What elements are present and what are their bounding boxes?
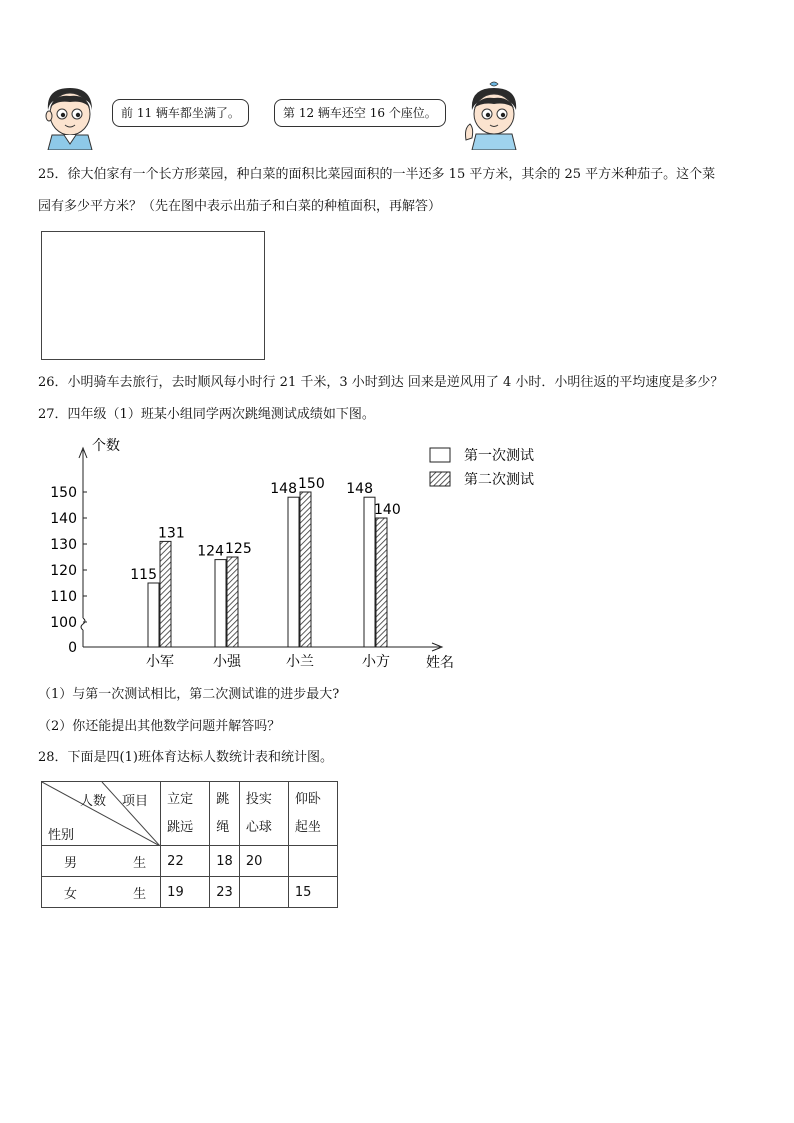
bar [160, 541, 171, 647]
question-26: 26．小明骑车去旅行，去时顺风每小时行 21 千米，3 小时到达 回来是逆风用了 4 小时．小明往返的平均速度是多少？ [38, 375, 724, 390]
row-label-boys [42, 846, 161, 877]
row-label-boys-a: 男 [64, 855, 78, 871]
row-label-girls-b: 生 [133, 886, 147, 902]
legend-swatch [430, 448, 450, 462]
bar [364, 497, 375, 647]
bar [227, 557, 238, 647]
y-tick-label: 130 [50, 537, 77, 553]
category-label: 小强 [213, 654, 241, 670]
col2-line2: 绳 [216, 819, 230, 835]
fitness-stat-table [41, 781, 338, 908]
bar-value-label: 150 [298, 476, 325, 492]
y-axis-label: 个数 [92, 438, 120, 454]
category-label: 小方 [362, 654, 390, 670]
row-label-girls-a: 女 [64, 886, 78, 902]
cell-girls-ball [239, 877, 288, 908]
row-label-girls [42, 877, 161, 908]
category-label: 小兰 [286, 654, 314, 670]
cell-boys-ball: 20 [239, 846, 288, 877]
question-25-line1: 25．徐大伯家有一个长方形菜园，种白菜的面积比菜园面积的一半还多 15 平方米，其余的 25 平方米种茄子。这个菜 [38, 167, 716, 182]
jump-rope-bar-chart [40, 432, 560, 672]
col2-line1: 跳 [216, 791, 230, 807]
y-tick-label: 110 [50, 589, 77, 605]
cell-boys-long-jump: 22 [161, 846, 210, 877]
speech-bubble-left: 前 11 辆车都坐满了。 [112, 99, 249, 127]
question-27-sub2: （2）你还能提出其他数学问题并解答吗？ [38, 719, 281, 734]
cell-girls-rope: 23 [210, 877, 240, 908]
bar [288, 497, 299, 647]
row-label-boys-b: 生 [133, 855, 147, 871]
table-row-girls [42, 877, 338, 908]
bar-value-label: 124 [197, 543, 224, 560]
bar [300, 492, 311, 647]
bar-value-label: 115 [130, 567, 157, 583]
boy-cartoon-left [40, 82, 102, 150]
question-28-title: 28．下面是四(1)班体育达标人数统计表和统计图。 [38, 750, 333, 765]
col1-line1: 立定 [167, 791, 194, 807]
bar [148, 583, 159, 647]
question-27-title: 27．四年级（1）班某小组同学两次跳绳测试成绩如下图。 [38, 407, 375, 422]
cell-boys-rope: 18 [210, 846, 240, 877]
y-tick-label: 0 [68, 640, 77, 656]
col1-line2: 跳远 [167, 819, 194, 835]
header-item: 项目 [122, 794, 149, 809]
bar-value-label: 148 [270, 481, 297, 498]
legend-label: 第二次测试 [464, 472, 534, 488]
speech-bubble-right: 第 12 辆车还空 16 个座位。 [274, 99, 446, 127]
col3-line2: 心球 [245, 819, 272, 835]
garden-drawing-box[interactable] [41, 231, 265, 360]
table-row-boys [42, 846, 338, 877]
bar [215, 560, 226, 647]
bar [376, 518, 387, 647]
y-tick-label: 150 [50, 485, 77, 501]
y-tick-label: 100 [50, 615, 77, 631]
question-25-line2: 园有多少平方米？（先在图中表示出茄子和白菜的种植面积，再解答） [38, 199, 442, 214]
legend-label: 第一次测试 [464, 448, 534, 464]
question-27-sub1: （1）与第一次测试相比，第二次测试谁的进步最大? [38, 687, 340, 702]
col4-line1: 仰卧 [294, 791, 321, 807]
diagonal-header-cell [42, 782, 161, 846]
col-sit-ups [288, 782, 337, 846]
girl-cartoon-right [462, 80, 524, 150]
bar-value-label: 125 [225, 541, 252, 557]
col-rope-skipping [210, 782, 240, 846]
legend-swatch [430, 472, 450, 486]
header-count: 人数 [80, 794, 107, 809]
x-axis-label: 姓名 [426, 655, 454, 671]
col-standing-long-jump [161, 782, 210, 846]
cell-girls-long-jump: 19 [161, 877, 210, 908]
y-axis-break [81, 618, 85, 630]
header-gender: 性别 [48, 828, 75, 843]
cell-boys-situps [288, 846, 337, 877]
bar-value-label: 148 [346, 481, 373, 498]
col4-line2: 起坐 [294, 819, 321, 835]
category-label: 小军 [146, 654, 174, 670]
cell-girls-situps: 15 [288, 877, 337, 908]
y-tick-label: 120 [50, 563, 77, 579]
y-tick-label: 140 [50, 511, 77, 527]
col3-line1: 投实 [245, 791, 272, 807]
bar-value-label: 131 [158, 525, 185, 542]
col-medicine-ball [239, 782, 288, 846]
bar-value-label: 140 [374, 502, 401, 518]
